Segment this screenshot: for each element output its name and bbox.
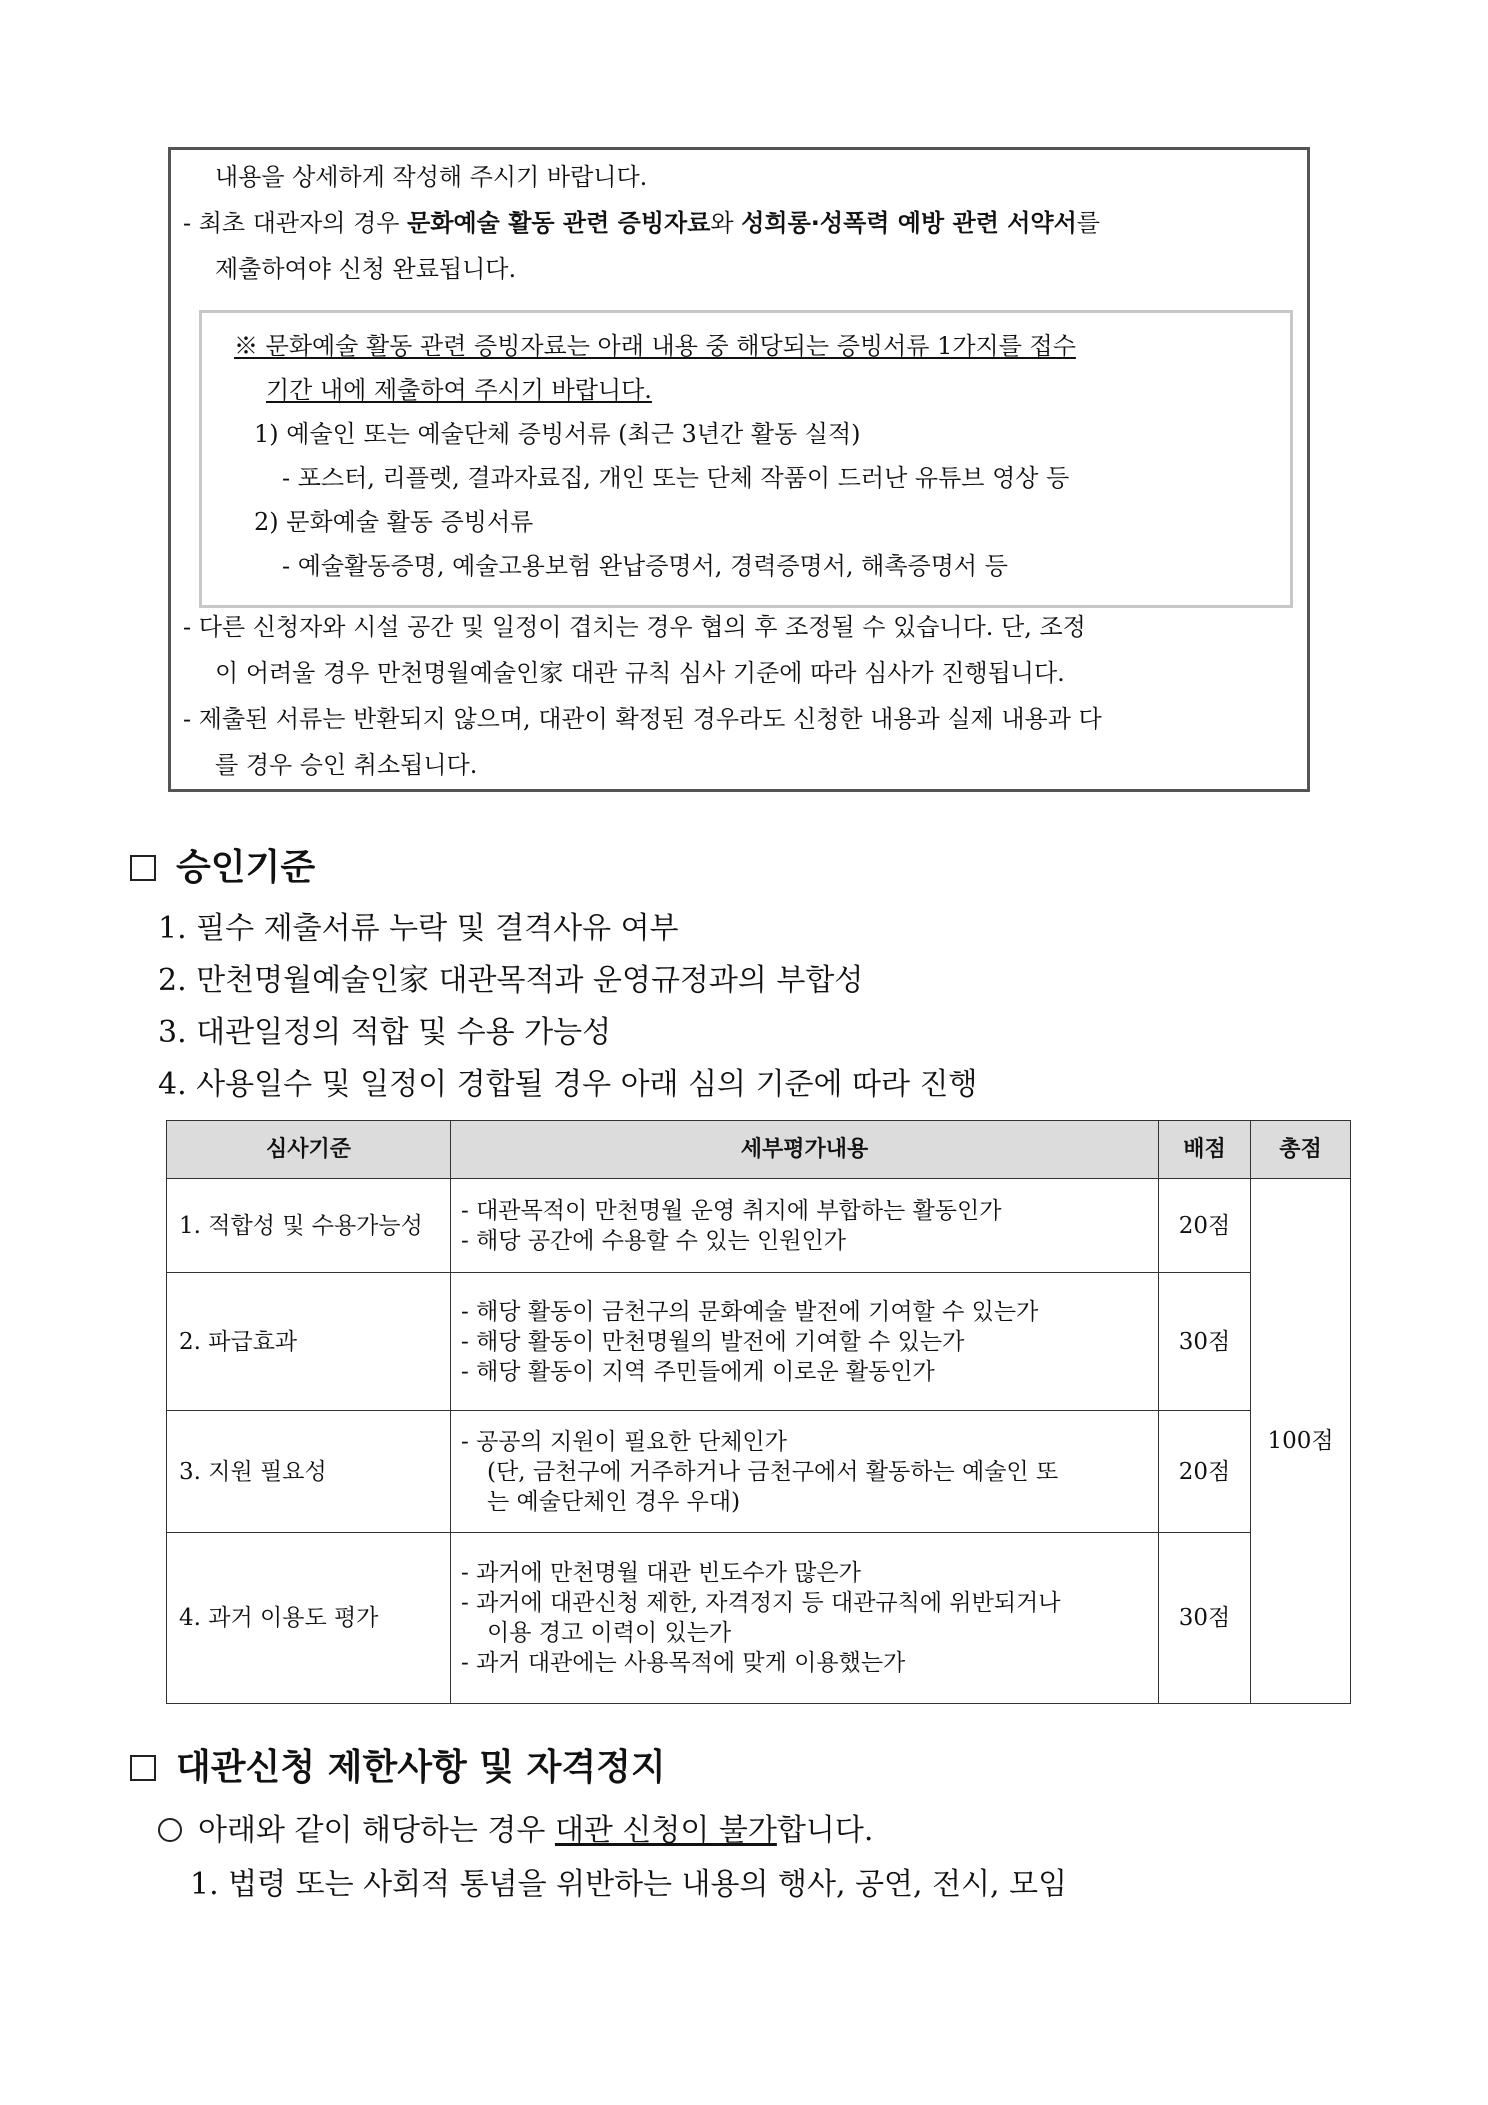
- evidence-item-2-sub: - 예술활동증명, 예술고용보험 완납증명서, 경력증명서, 해촉증명서 등: [282, 552, 1008, 580]
- restriction-intro: 아래와 같이 해당하는 경우 대관 신청이 불가합니다.: [158, 1812, 873, 1850]
- criterion-cell: 4. 과거 이용도 평가: [167, 1533, 451, 1704]
- criterion-cell: 3. 지원 필요성: [167, 1411, 451, 1533]
- header-criterion: 심사기준: [167, 1121, 451, 1179]
- notice-box: [168, 147, 1310, 792]
- detail-cell: - 대관목적이 만천명월 운영 취지에 부합하는 활동인가 - 해당 공간에 수용할 수 있는 인원인가: [451, 1179, 1159, 1273]
- score-cell: 20점: [1159, 1179, 1251, 1273]
- evidence-item-1-sub: - 포스터, 리플렛, 결과자료집, 개인 또는 단체 작품이 드러난 유튜브 영상 등: [282, 464, 1070, 492]
- score-cell: 30점: [1159, 1533, 1251, 1704]
- circle-bullet-icon: [158, 1818, 182, 1842]
- evidence-item-1: 1) 예술인 또는 예술단체 증빙서류 (최근 3년간 활동 실적): [254, 420, 861, 448]
- notice-line-3: 제출하여야 신청 완료됩니다.: [215, 255, 517, 283]
- pledge-emphasis: 성희롱·성폭력 예방 관련 서약서: [741, 209, 1077, 237]
- approval-item-2: 2. 만천명월예술인家 대관목적과 운영규정과의 부합성: [158, 963, 864, 998]
- checkbox-square-icon: [130, 1755, 156, 1781]
- table-row: [167, 1179, 1351, 1273]
- detail-cell: - 해당 활동이 금천구의 문화예술 발전에 기여할 수 있는가 - 해당 활동이 만천명월의 발전에 기여할 수 있는가 - 해당 활동이 지역 주민들에게 이로운 활동인가: [451, 1273, 1159, 1411]
- score-cell: 20점: [1159, 1411, 1251, 1533]
- table-row: [167, 1273, 1351, 1411]
- table-row: [167, 1411, 1351, 1533]
- notice-line-7: 를 경우 승인 취소됩니다.: [215, 751, 478, 779]
- notice-line-2: - 최초 대관자의 경우 문화예술 활동 관련 증빙자료와 성희롱·성폭력 예방 관련 서약서를: [183, 209, 1100, 237]
- criterion-cell: 2. 파급효과: [167, 1273, 451, 1411]
- header-score: 배점: [1159, 1121, 1251, 1179]
- detail-cell: - 공공의 지원이 필요한 단체인가 (단, 금천구에 거주하거나 금천구에서 활동하는 예술인 또 는 예술단체인 경우 우대): [451, 1411, 1159, 1533]
- evidence-item-2: 2) 문화예술 활동 증빙서류: [254, 508, 534, 536]
- restriction-heading: 대관신청 제한사항 및 자격정지: [130, 1746, 666, 1790]
- notice-line-4: - 다른 신청자와 시설 공간 및 일정이 겹치는 경우 협의 후 조정될 수 있습니다. 단, 조정: [183, 613, 1086, 641]
- detail-cell: - 과거에 만천명월 대관 빈도수가 많은가 - 과거에 대관신청 제한, 자격정지 등 대관규칙에 위반되거나 이용 경고 이력이 있는가 - 과거 대관에는 사용목적에 맞게 이용했는가: [451, 1533, 1159, 1704]
- criterion-cell: 1. 적합성 및 수용가능성: [167, 1179, 451, 1273]
- criteria-table: [166, 1120, 1351, 1704]
- notice-line-5: 이 어려울 경우 만천명월예술인家 대관 규칙 심사 기준에 따라 심사가 진행됩니다.: [215, 659, 1065, 687]
- required-doc-emphasis: 문화예술 활동 관련 증빙자료: [407, 209, 711, 237]
- evidence-note-line-2: 기간 내에 제출하여 주시기 바랍니다.: [266, 376, 652, 404]
- header-total: 총점: [1251, 1121, 1351, 1179]
- score-cell: 30점: [1159, 1273, 1251, 1411]
- table-header-row: [167, 1121, 1351, 1179]
- total-cell: 100점: [1251, 1179, 1351, 1704]
- evidence-note-box: [199, 310, 1293, 608]
- header-detail: 세부평가내용: [451, 1121, 1159, 1179]
- checkbox-square-icon: [130, 855, 156, 881]
- approval-item-4: 4. 사용일수 및 일정이 경합될 경우 아래 심의 기준에 따라 진행: [158, 1067, 978, 1102]
- notice-line-6: - 제출된 서류는 반환되지 않으며, 대관이 확정된 경우라도 신청한 내용과 실제 내용과 다: [183, 705, 1102, 733]
- table-row: [167, 1533, 1351, 1704]
- evidence-note-line-1: ※ 문화예술 활동 관련 증빙자료는 아래 내용 중 해당되는 증빙서류 1가지를 접수: [234, 332, 1076, 360]
- approval-item-3: 3. 대관일정의 적합 및 수용 가능성: [158, 1015, 612, 1050]
- notice-line-1: 내용을 상세하게 작성해 주시기 바랍니다.: [215, 163, 648, 191]
- approval-item-1: 1. 필수 제출서류 누락 및 결격사유 여부: [158, 911, 679, 946]
- approval-heading: 승인기준: [130, 846, 315, 890]
- restriction-item-1: 1. 법령 또는 사회적 통념을 위반하는 내용의 행사, 공연, 전시, 모임: [190, 1867, 1068, 1902]
